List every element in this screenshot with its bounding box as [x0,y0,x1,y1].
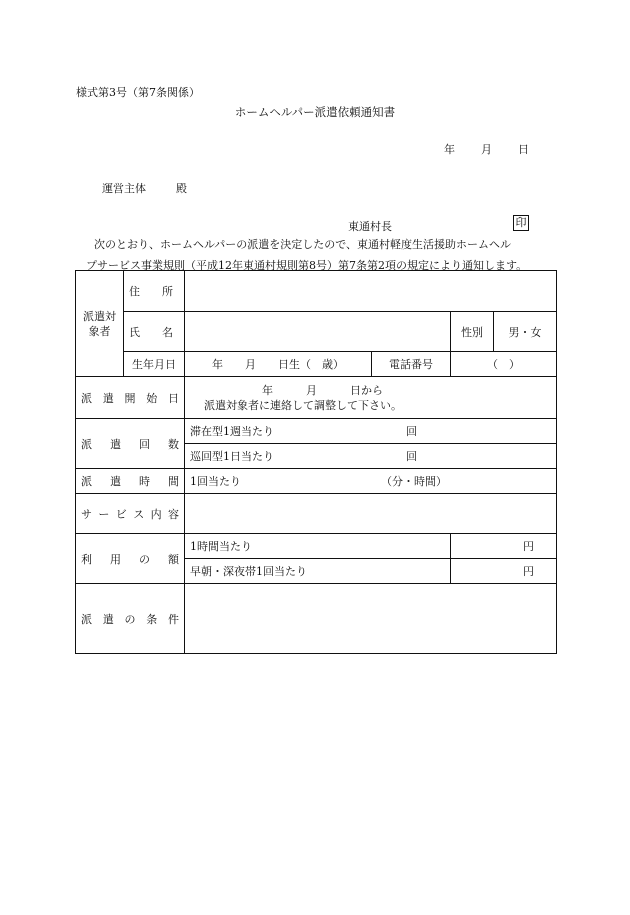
dispatch-conditions-field[interactable] [185,584,557,654]
sender: 東通村長 [348,220,392,233]
notice-body-line-2: プサービス事業規則（平成12年東通村規則第8号）第7条第2項の規定により通知します。 [86,259,528,272]
fee-night-field[interactable]: 円 [451,559,557,584]
issue-date [444,141,529,157]
gender-field[interactable]: 男・女 [494,312,557,352]
phone-field[interactable]: （ ） [451,352,557,377]
date-year: 年 [444,143,455,156]
service-content-label: サービス内容 [76,494,185,534]
time-per-visit-label: 1回当たり [190,475,241,488]
fee-hourly-field[interactable]: 円 [451,534,557,559]
address-row [76,271,557,312]
start-date-value: 年 月 日から [262,383,383,397]
count-stay-unit: 回 [406,425,417,438]
notice-body-line-1: 次のとおり、ホームヘルパーの派遣を決定したので、東通村軽度生活援助ホームヘル [94,238,512,251]
date-day: 日 [518,143,529,156]
service-content-field[interactable] [185,494,557,534]
addressee-name: 運営主体 [102,182,146,195]
fee-row-1 [76,534,557,559]
time-row [76,469,557,494]
phone-label: 電話番号 [372,352,451,377]
dispatch-form-table [75,270,557,654]
name-row [76,312,557,352]
birth-row [76,352,557,377]
start-date-label: 派遣開始日 [76,377,185,419]
address-field[interactable] [185,271,557,312]
time-unit: （分・時間） [381,475,447,488]
service-row [76,494,557,534]
dispatch-time-field[interactable] [185,469,557,494]
count-patrol-unit: 回 [406,450,417,463]
form-number: 様式第3号（第7条関係） [76,86,200,99]
gender-label: 性別 [451,312,494,352]
count-stay-label: 滞在型1週当たり [190,425,274,438]
conditions-row [76,584,557,654]
name-label: 氏 名 [124,312,185,352]
target-person-label: 派遣対 象者 [76,271,124,377]
birth-label: 生年月日 [124,352,185,377]
birth-field[interactable]: 年 月 日生（ 歳） [185,352,372,377]
dispatch-count-label: 派遣回数 [76,419,185,469]
name-field[interactable] [185,312,451,352]
seal-mark: 印 [513,215,529,231]
address-label: 住 所 [124,271,185,312]
fee-hourly-label: 1時間当たり [185,534,451,559]
count-row-1 [76,419,557,444]
dispatch-conditions-label: 派遣の条件 [76,584,185,654]
fee-night-label: 早朝・深夜帯1回当たり [185,559,451,584]
start-date-row [76,377,557,419]
count-patrol-field[interactable] [185,444,557,469]
start-date-field[interactable] [185,377,557,419]
addressee [102,180,187,196]
usage-fee-label: 利用の額 [76,534,185,584]
count-patrol-label: 巡回型1日当たり [190,450,274,463]
start-date-note: 派遣対象者に連絡して調整して下さい。 [204,398,402,412]
addressee-suffix: 殿 [176,182,187,195]
date-month: 月 [481,143,492,156]
dispatch-time-label: 派遣時間 [76,469,185,494]
document-title: ホームヘルパー派遣依頼通知書 [234,105,396,119]
count-stay-field[interactable] [185,419,557,444]
